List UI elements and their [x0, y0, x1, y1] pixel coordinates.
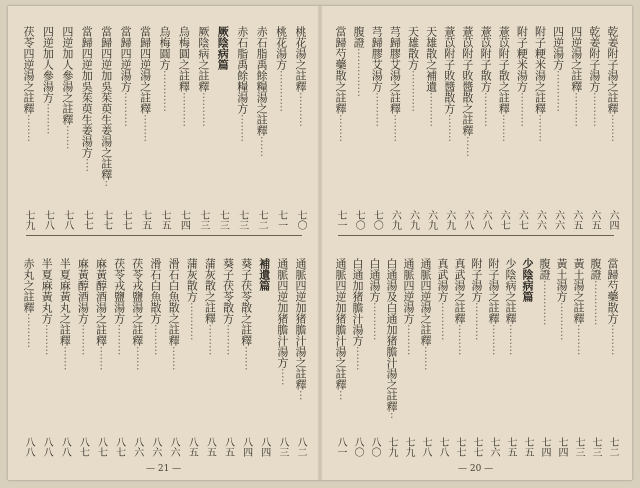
toc-page-number: 八五	[204, 437, 216, 457]
toc-entry	[216, 26, 229, 70]
toc-page-number: 八八	[23, 437, 34, 457]
toc-leader-dots: ··········	[196, 92, 210, 127]
toc-entry	[606, 26, 619, 142]
toc-entry-title: 乾姜附子湯方	[587, 26, 601, 92]
toc-page-number: 七八	[437, 437, 448, 457]
toc-leader-dots: ·········	[40, 324, 54, 356]
toc-entry-title: 當歸四逆加吳茱萸生姜湯方	[80, 26, 94, 158]
toc-entry-title: 真武湯之註釋	[453, 258, 466, 324]
toc-page-number: 八〇	[352, 437, 363, 457]
toc-entry	[497, 26, 510, 142]
toc-leader-dots: ··········	[370, 92, 384, 127]
toc-entry	[351, 258, 364, 370]
toc-entry-title: 烏梅圓之註釋	[177, 26, 191, 92]
toc-leader-dots: ··········	[424, 92, 438, 127]
toc-entry-title: 赤丸之註釋	[22, 258, 35, 313]
toc-leader-dots: ·········	[203, 324, 217, 356]
toc-leader-dots: ··········	[587, 92, 601, 127]
toc-leader-dots: ···	[294, 390, 307, 401]
toc-entry-title: 少陰病篇	[521, 258, 534, 302]
toc-page-number: 六九	[425, 210, 437, 230]
toc-page-number: 六八	[480, 210, 492, 230]
toc-page-number: 八五	[186, 437, 198, 457]
toc-leader-dots: ··············	[352, 48, 366, 97]
toc-entry	[240, 258, 253, 370]
section-divider	[338, 235, 614, 236]
toc-entry	[419, 258, 432, 370]
toc-page-number: 六五	[588, 210, 600, 230]
toc-page-number: 六九	[443, 210, 455, 230]
toc-entry-title: 白通湯方	[368, 258, 381, 302]
toc-entry	[149, 258, 162, 355]
toc-page-number: 六九	[389, 210, 401, 230]
toc-leader-dots: ············	[274, 70, 288, 112]
toc-entry	[275, 26, 288, 112]
toc-entry-title: 茯苓戎鹽湯方	[112, 258, 126, 324]
toc-entry	[40, 258, 53, 355]
toc-page-number: 七三	[573, 437, 584, 457]
toc-leader-dots: ·······	[419, 346, 432, 371]
toc-entry-title: 滑石白魚散之註釋	[167, 258, 181, 346]
toc-leader-dots: ·······	[239, 346, 253, 371]
toc-entry	[407, 26, 420, 112]
toc-entry	[22, 258, 35, 348]
toc-leader-dots: ·······	[60, 125, 74, 150]
toc-leader-dots: ·······	[351, 346, 364, 371]
toc-entry-title: 四逆湯方	[551, 26, 565, 70]
toc-leader-dots: ······	[460, 136, 474, 157]
toc-entry-title: 天雄散之補遺	[424, 26, 438, 92]
toc-entry	[131, 258, 144, 370]
toc-page-number: 七七	[120, 210, 132, 230]
toc-entry	[100, 26, 113, 187]
toc-entry	[572, 258, 585, 355]
toc-page-number: 七二	[256, 210, 268, 230]
toc-page-number: 八一	[335, 437, 346, 457]
toc-leader-dots: ··	[385, 412, 398, 419]
toc-entry-title: 通脈四逆加猪膽汁湯之註釋	[294, 258, 307, 390]
toc-page-number: 八七	[95, 437, 107, 457]
toc-entry	[61, 26, 74, 149]
toc-entry	[479, 26, 492, 127]
toc-leader-dots: ·········	[504, 324, 517, 356]
toc-entry	[555, 258, 568, 340]
toc-leader-dots: ··········	[177, 92, 191, 127]
book-spread	[8, 6, 632, 480]
toc-page-number: 七五	[139, 210, 151, 230]
toc-entry-title: 赤石脂禹餘糧湯方	[235, 26, 249, 114]
toc-entry-title: 茯苓四逆湯之註釋	[22, 26, 35, 114]
toc-page-number: 八七	[113, 437, 125, 457]
toc-leader-dots: ·········	[112, 324, 126, 356]
toc-entry	[515, 26, 528, 127]
toc-leader-dots: ·········	[148, 324, 162, 356]
toc-entry	[197, 26, 210, 127]
toc-entry-title: 白通湯及白通加猪膽汁湯之註釋	[385, 258, 398, 412]
toc-entry	[76, 258, 89, 355]
toc-entry-title: 厥陰病之註釋	[196, 26, 210, 92]
toc-entry-title: 蒲灰散之註釋	[203, 258, 217, 324]
toc-page-number: 七三	[217, 210, 229, 230]
toc-leader-dots: ···········	[555, 302, 568, 341]
toc-leader-dots: ····	[80, 158, 94, 172]
toc-entry	[22, 26, 35, 142]
toc-entry-title: 當歸芍藥散之註釋	[334, 26, 347, 114]
toc-page-number: 七三	[197, 210, 209, 230]
toc-entry	[221, 258, 234, 355]
toc-page-number: 七五	[159, 210, 170, 230]
toc-leader-dots: ·······	[58, 346, 72, 371]
toc-entry	[158, 26, 171, 112]
toc-leader-dots: ······	[255, 136, 269, 157]
toc-leader-dots: ···········	[470, 302, 483, 341]
toc-entry-title: 茯苓戎鹽湯之註釋	[130, 258, 144, 346]
toc-page-number: 八三	[276, 437, 288, 457]
toc-entry	[370, 26, 383, 127]
toc-entry-title: 附子湯之註釋	[487, 258, 500, 324]
toc-leader-dots: ············	[158, 70, 171, 112]
toc-page-number: 七〇	[353, 210, 365, 230]
toc-entry	[533, 26, 546, 142]
toc-entry-title: 葵子茯苓散方	[221, 258, 235, 324]
toc-page-number: 七九	[403, 437, 414, 457]
toc-page-number: 八六	[131, 437, 143, 457]
toc-page-number: 六七	[516, 210, 528, 230]
toc-leader-dots: ·········	[221, 324, 235, 356]
toc-entry	[385, 258, 398, 419]
toc-page-number: 七四	[556, 437, 567, 457]
toc-entry	[470, 258, 483, 340]
toc-entry	[589, 258, 602, 325]
toc-entry-title: 葵子茯苓散之註釋	[239, 258, 253, 346]
toc-entry	[487, 258, 500, 355]
toc-page-number: 七七	[454, 437, 465, 457]
page-folio: — 21 —	[146, 464, 182, 474]
toc-entry	[538, 258, 551, 325]
toc-page-number: 七七	[471, 437, 482, 457]
toc-entry	[258, 258, 271, 291]
toc-leader-dots: ········	[334, 114, 347, 142]
toc-entry-title: 腹證	[538, 258, 551, 280]
toc-page-number: 八四	[258, 437, 270, 457]
toc-entry-title: 桃花湯之註釋	[294, 26, 307, 92]
toc-entry-title: 腹證	[352, 26, 366, 48]
toc-entry-title: 滑石白魚散方	[148, 258, 162, 324]
toc-entry-title: 腹證	[589, 258, 602, 280]
toc-entry-title: 通脈四逆湯方	[402, 258, 415, 324]
toc-page-number: 七三	[590, 437, 601, 457]
toc-entry	[521, 258, 534, 302]
toc-leader-dots: ··········	[515, 92, 529, 127]
toc-entry	[504, 258, 517, 355]
toc-entry	[185, 258, 198, 340]
toc-leader-dots: ·············	[589, 280, 602, 326]
toc-page-number: 七七	[100, 210, 112, 230]
toc-page-number: 七二	[607, 437, 618, 457]
toc-leader-dots: ·········	[453, 324, 466, 356]
toc-page-number: 七四	[539, 437, 550, 457]
toc-entry-title: 乾姜附子湯之註釋	[606, 26, 619, 114]
toc-leader-dots: ·······	[167, 346, 181, 371]
toc-leader-dots: ········	[138, 114, 152, 142]
toc-leader-dots: ···········	[368, 302, 381, 341]
toc-entry	[570, 26, 583, 127]
toc-entry	[236, 26, 249, 142]
toc-page-number: 七三	[236, 210, 248, 230]
toc-page-number: 八六	[149, 437, 161, 457]
toc-entry-title: 蒲灰散方	[185, 258, 199, 302]
toc-page-number: 六八	[461, 210, 473, 230]
toc-entry	[368, 258, 381, 340]
toc-leader-dots: ··	[99, 180, 113, 187]
toc-leader-dots: ············	[551, 70, 565, 112]
toc-page-number: 七九	[23, 210, 34, 230]
toc-entry	[461, 26, 474, 157]
toc-entry-title: 芎歸膠艾湯之註釋	[388, 26, 402, 114]
toc-leader-dots: ········	[442, 114, 456, 142]
toc-entry-title: 烏梅圓方	[158, 26, 171, 70]
right-page	[320, 6, 632, 480]
toc-entry-title: 半夏麻黃丸之註釋	[58, 258, 72, 346]
toc-page-number: 七六	[488, 437, 499, 457]
toc-entry-title: 麻黃醇酒湯之註釋	[94, 258, 108, 346]
toc-leader-dots: ·············	[538, 280, 551, 326]
toc-entry-title: 通脈四逆湯之註釋	[419, 258, 432, 346]
toc-entry-title: 黃土湯方	[555, 258, 568, 302]
toc-entry-title: 四逆加人參湯方	[41, 26, 55, 103]
toc-leader-dots: ·····	[275, 368, 289, 386]
left-page	[8, 6, 320, 480]
toc-leader-dots: ·········	[402, 324, 415, 356]
toc-page-number: 八七	[77, 437, 89, 457]
toc-page-number: 七八	[61, 210, 73, 230]
toc-entry	[352, 26, 365, 97]
toc-entry	[167, 258, 180, 370]
toc-entry-title: 通脈四逆加猪膽汁湯方	[275, 258, 289, 368]
toc-entry-title: 麻黃醇酒湯方	[76, 258, 90, 324]
toc-page-number: 六六	[534, 210, 546, 230]
toc-entry-title: 薏苡附子敗醬散之註釋	[460, 26, 474, 136]
toc-entry-title: 少陰病之註釋	[504, 258, 517, 324]
section-divider	[26, 235, 302, 236]
page-folio: — 20 —	[458, 464, 494, 474]
toc-leader-dots: ········	[388, 114, 402, 142]
toc-leader-dots: ·········	[76, 324, 90, 356]
toc-entry-title: 厥陰病篇	[216, 26, 230, 70]
toc-entry	[203, 258, 216, 355]
toc-entry	[294, 26, 307, 127]
toc-entry	[276, 258, 289, 385]
toc-leader-dots: ··········	[294, 92, 307, 127]
toc-page-number: 八五	[222, 437, 234, 457]
toc-leader-dots: ··········	[479, 92, 493, 127]
toc-entry-title: 當歸四逆湯之註釋	[138, 26, 152, 114]
toc-page-number: 七四	[178, 210, 190, 230]
toc-entry	[41, 26, 54, 134]
toc-leader-dots: ··········	[119, 92, 133, 127]
toc-entry	[294, 258, 307, 401]
toc-leader-dots: ········	[533, 114, 547, 142]
toc-entry-title: 真武湯方	[436, 258, 449, 302]
toc-leader-dots: ········	[497, 114, 511, 142]
toc-leader-dots: ········	[235, 114, 249, 142]
toc-entry	[58, 258, 71, 370]
toc-page-number: 七五	[522, 437, 533, 457]
toc-entry	[552, 26, 565, 112]
toc-leader-dots: ···········	[185, 302, 199, 341]
toc-page-number: 七一	[335, 210, 346, 230]
toc-page-number: 六七	[498, 210, 510, 230]
toc-entry-title: 當歸四逆加吳茱萸生姜湯之註釋	[99, 26, 113, 180]
toc-leader-dots: ··········	[569, 92, 583, 127]
toc-page-number: 六九	[407, 210, 419, 230]
toc-page-number: 八〇	[369, 437, 380, 457]
toc-entry-title: 桃花湯方	[274, 26, 288, 70]
toc-entry-title: 薏苡附子散之註釋	[497, 26, 511, 114]
toc-entry-title: 赤石脂禹餘糧湯之註釋	[255, 26, 269, 136]
toc-leader-dots: ·······	[130, 346, 144, 371]
toc-page-number: 七〇	[295, 210, 306, 230]
toc-page-number: 六五	[570, 210, 582, 230]
toc-entry	[80, 26, 93, 172]
toc-page-number: 七七	[81, 210, 93, 230]
toc-entry-title: 當歸芍藥散方	[606, 258, 619, 324]
toc-leader-dots: ·······	[94, 346, 108, 371]
toc-entry-title: 補遺篇	[257, 258, 271, 291]
toc-entry-title: 附子粳米湯方	[515, 26, 529, 92]
toc-entry-title: 芎歸膠艾湯方	[370, 26, 384, 92]
toc-entry-title: 通脈四逆加猪膽汁湯之註釋	[334, 258, 347, 390]
toc-entry	[588, 26, 601, 127]
toc-entry-title: 附子湯方	[470, 258, 483, 302]
toc-leader-dots: ··········	[22, 313, 35, 348]
toc-page-number: 八六	[168, 437, 180, 457]
toc-leader-dots: ·········	[487, 324, 500, 356]
toc-entry-title: 四逆加人參湯之註釋	[60, 26, 74, 125]
toc-entry-title: 附子粳米湯之註釋	[533, 26, 547, 114]
toc-entry	[436, 258, 449, 340]
toc-entry	[95, 258, 108, 370]
toc-entry	[443, 26, 456, 142]
toc-entry-title: 薏苡附子敗醬散方	[442, 26, 456, 114]
toc-entry-title: 四逆湯之註釋	[569, 26, 583, 92]
toc-entry-title: 半夏麻黃丸方	[40, 258, 54, 324]
toc-entry	[139, 26, 152, 142]
toc-entry-title: 薏苡附子散方	[479, 26, 493, 92]
toc-page-number: 七〇	[371, 210, 383, 230]
toc-entry	[402, 258, 415, 355]
toc-entry	[119, 26, 132, 127]
toc-page-number: 六六	[552, 210, 564, 230]
toc-entry	[606, 258, 619, 355]
toc-leader-dots: ·········	[572, 324, 585, 356]
toc-entry	[453, 258, 466, 355]
toc-page-number: 七一	[275, 210, 287, 230]
toc-leader-dots: ········	[22, 114, 35, 142]
toc-leader-dots: ········	[606, 114, 619, 142]
toc-entry-title: 當歸四逆湯方	[119, 26, 133, 92]
toc-leader-dots: ·········	[606, 324, 619, 356]
toc-leader-dots: ···········	[436, 302, 449, 341]
toc-page-number: 八八	[59, 437, 71, 457]
toc-page-number: 八八	[41, 437, 53, 457]
toc-leader-dots: ···	[334, 390, 347, 401]
toc-page-number: 七九	[386, 437, 397, 457]
toc-entry	[334, 258, 347, 401]
toc-entry	[334, 26, 347, 142]
toc-page-number: 八四	[240, 437, 252, 457]
toc-entry	[177, 26, 190, 127]
toc-entry	[255, 26, 268, 157]
toc-entry	[113, 258, 126, 355]
toc-page-number: 七八	[42, 210, 54, 230]
toc-entry	[425, 26, 438, 127]
toc-leader-dots: ·········	[41, 103, 55, 135]
toc-page-number: 六四	[607, 210, 618, 230]
toc-leader-dots: ············	[406, 70, 420, 112]
toc-entry	[388, 26, 401, 142]
toc-entry-title: 黃土湯之註釋	[572, 258, 585, 324]
toc-page-number: 七八	[420, 437, 431, 457]
toc-entry-title: 白通加猪膽汁湯方	[351, 258, 364, 346]
toc-page-number: 八二	[295, 437, 306, 457]
toc-page-number: 七五	[505, 437, 516, 457]
toc-entry-title: 天雄散方	[406, 26, 420, 70]
